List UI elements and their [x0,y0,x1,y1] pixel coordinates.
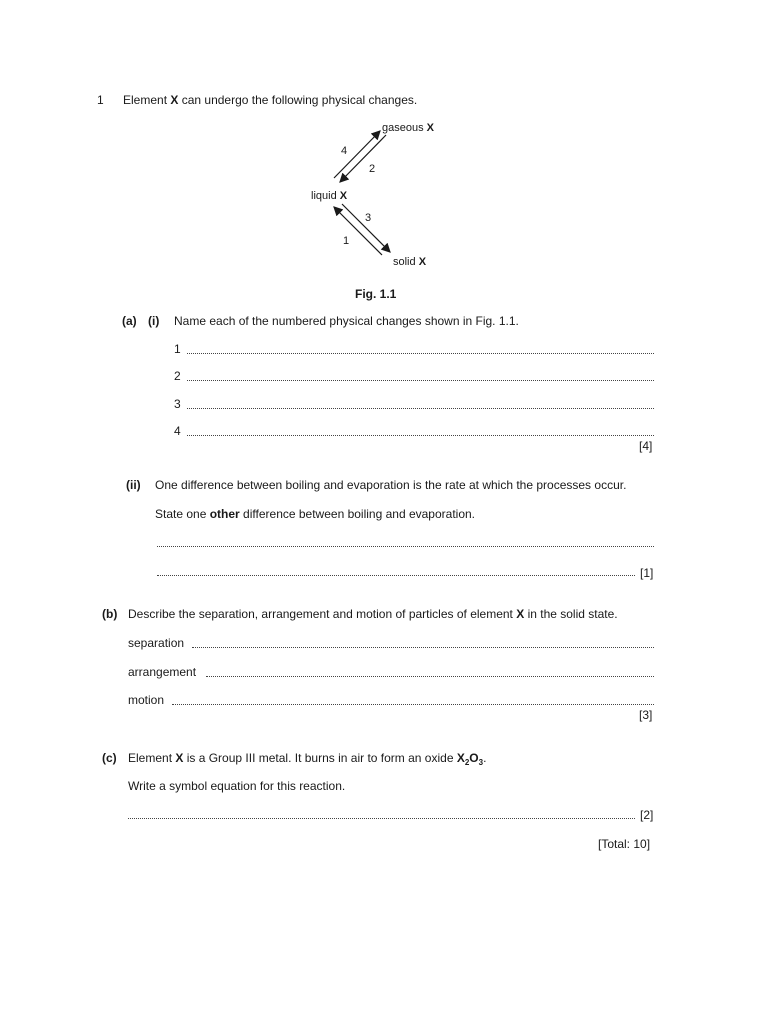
answer-line-a-ii-2[interactable] [157,575,635,576]
marks-c: [2] [640,808,654,822]
answer-line-label-1: 1 [174,342,181,356]
part-a-ii-label: (ii) [126,478,141,492]
field-label-motion: motion [128,693,165,707]
field-label-arrangement: arrangement [128,665,197,679]
answer-line-equation[interactable] [128,818,635,819]
part-a-ii-text: One difference between boiling and evaporation is the rate at which the processes occur. [155,478,627,492]
question-stem: Element X can undergo the following physical changes. [123,93,418,107]
label-gaseous-x: gaseous X [382,122,434,134]
label-liquid-x: liquid X [311,190,348,202]
question-number: 1 [97,93,104,107]
part-c-instruction: Write a symbol equation for this reaction. [128,779,346,793]
answer-line-arrangement[interactable] [206,676,654,677]
answer-line-separation[interactable] [192,647,654,648]
answer-line-4[interactable] [187,435,654,436]
marks-a-ii: [1] [640,566,654,580]
total-marks: [Total: 10] [598,837,651,851]
part-c-label: (c) [102,751,117,765]
arrow-label-2: 2 [369,163,376,175]
part-a-label: (a) [122,314,137,328]
oxide-formula: $X_2O_3$ [456,751,484,767]
answer-line-label-4: 4 [174,424,181,438]
arrow-label-4: 4 [341,145,348,157]
arrow-2 [340,135,386,182]
answer-line-3[interactable] [187,408,654,409]
label-solid-x: solid X [393,256,427,268]
arrow-label-1: 1 [343,235,350,247]
part-b-text: Describe the separation, arrangement and motion of particles of element X in the solid state. [128,607,618,621]
answer-line-label-2: 2 [174,369,181,383]
marks-a-i: [4] [639,439,653,453]
arrow-1 [334,207,382,255]
answer-line-a-ii-1[interactable] [157,546,654,547]
answer-line-motion[interactable] [172,704,654,705]
part-a-i-label: (i) [148,314,160,328]
part-c-text: Element X is a Group III metal. It burns in air to form an oxide $X_2O_3$. [128,751,487,767]
part-a-ii-instruction: State one other difference between boiling and evaporation. [155,507,476,521]
part-a-i-text: Name each of the numbered physical changes shown in Fig. 1.1. [174,314,519,328]
answer-line-2[interactable] [187,380,654,381]
arrow-label-3: 3 [365,212,372,224]
answer-line-label-3: 3 [174,397,181,411]
field-label-separation: separation [128,636,185,650]
figure-caption: Fig. 1.1 [355,287,397,301]
part-b-label: (b) [102,607,118,621]
answer-line-1[interactable] [187,353,654,354]
state-change-diagram [300,112,460,272]
marks-b: [3] [639,708,653,722]
